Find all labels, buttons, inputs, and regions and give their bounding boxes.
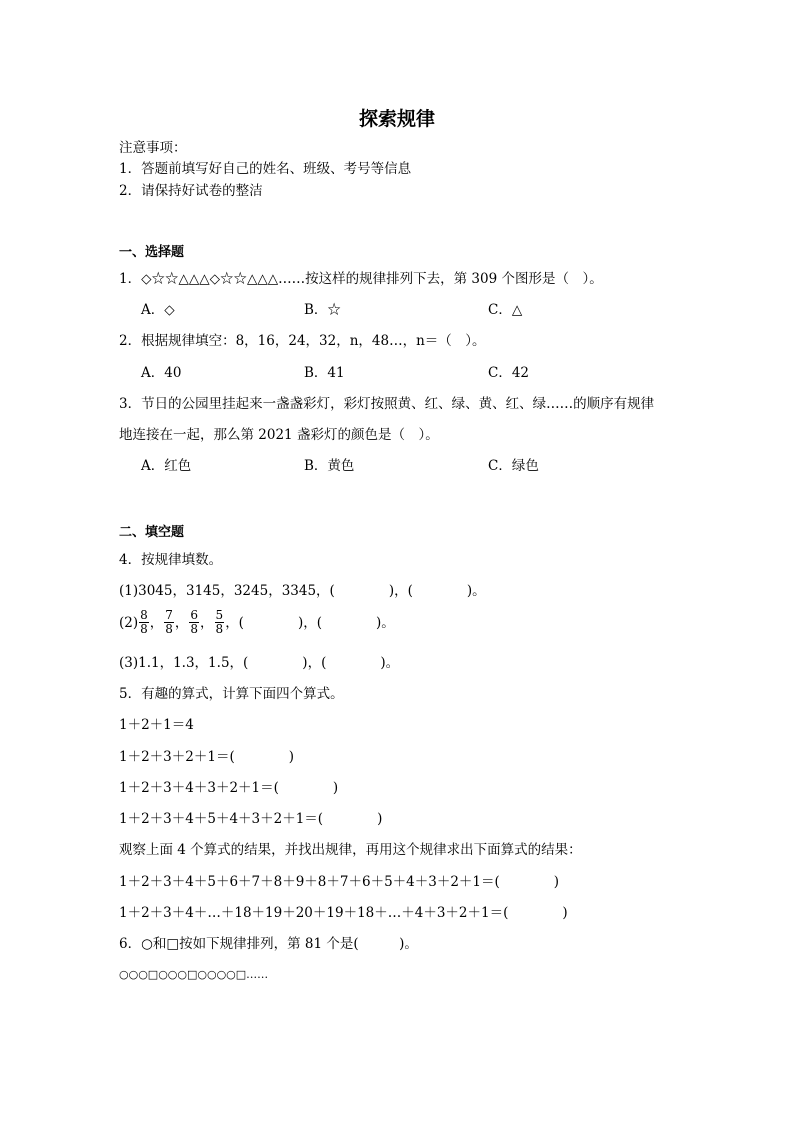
question-3-line-1: 3．节日的公园里挂起来一盏盏彩灯，彩灯按照黄、红、绿、黄、红、绿……的顺序有规律 bbox=[119, 396, 655, 412]
fraction-4-denominator: 8 bbox=[215, 622, 224, 636]
fraction-separator: ， bbox=[149, 614, 164, 631]
q3-option-c: C．绿色 bbox=[488, 458, 539, 474]
q5-equation-3: 1＋2＋3＋4＋3＋2＋1＝( ) bbox=[119, 780, 339, 796]
q4-part-3: (3)1.1，1.3，1.5，( )，( )。 bbox=[119, 655, 400, 671]
notice-item-2: 2．请保持好试卷的整洁 bbox=[119, 183, 263, 199]
section-1-heading: 一、选择题 bbox=[119, 245, 185, 260]
q1-option-a: A．◇ bbox=[141, 302, 175, 318]
fraction-1 bbox=[139, 609, 149, 636]
q4-part-2-suffix: ，( )，( )。 bbox=[225, 614, 395, 631]
q4-part-2 bbox=[119, 609, 395, 636]
q1-option-b: B．☆ bbox=[304, 302, 341, 318]
question-3-line-2: 地连接在一起，那么第 2021 盏彩灯的颜色是（ ）。 bbox=[119, 427, 439, 443]
fraction-1-numerator: 8 bbox=[140, 608, 148, 622]
fraction-separator: ， bbox=[174, 614, 189, 631]
question-2: 2．根据规律填空：8，16，24，32，n，48…，n＝（ ）。 bbox=[119, 333, 486, 349]
fraction-2-numerator: 7 bbox=[165, 608, 173, 622]
q3-option-a: A．红色 bbox=[141, 458, 192, 474]
q4-part-2-prefix: (2) bbox=[119, 614, 139, 631]
fraction-2-denominator: 8 bbox=[165, 622, 173, 636]
fraction-2 bbox=[164, 609, 174, 636]
q5-equation-4: 1＋2＋3＋4＋5＋4＋3＋2＋1＝( ) bbox=[119, 811, 383, 827]
q2-option-b: B．41 bbox=[304, 365, 345, 381]
q5-equation-5: 1＋2＋3＋4＋5＋6＋7＋8＋9＋8＋7＋6＋5＋4＋3＋2＋1＝( ) bbox=[119, 874, 560, 890]
fraction-1-denominator: 8 bbox=[140, 622, 148, 636]
q3-option-b: B．黄色 bbox=[304, 458, 355, 474]
notice-item-1: 1．答题前填写好自己的姓名、班级、考号等信息 bbox=[119, 161, 412, 177]
q2-option-a: A．40 bbox=[141, 365, 182, 381]
q5-observe-instruction: 观察上面 4 个算式的结果，并找出规律，再用这个规律求出下面算式的结果： bbox=[119, 842, 582, 858]
question-5: 5．有趣的算式，计算下面四个算式。 bbox=[119, 686, 344, 702]
q5-equation-2: 1＋2＋3＋2＋1＝( ) bbox=[119, 749, 294, 765]
fraction-4 bbox=[215, 609, 225, 636]
q5-equation-6: 1＋2＋3＋4＋…＋18＋19＋20＋19＋18＋…＋4＋3＋2＋1＝( ) bbox=[119, 905, 568, 921]
page-title: 探索规律 bbox=[358, 108, 435, 130]
q5-equation-1: 1＋2＋1＝4 bbox=[119, 717, 194, 733]
q6-shape-sequence: ○○○□○○○□○○○○□…… bbox=[119, 968, 269, 981]
fraction-3-denominator: 8 bbox=[190, 622, 199, 636]
question-1: 1．◇☆☆△△△◇☆☆△△△……按这样的规律排列下去，第 309 个图形是（ ）。 bbox=[119, 271, 603, 287]
fraction-3 bbox=[189, 609, 199, 636]
q2-option-c: C．42 bbox=[488, 365, 530, 381]
fraction-3-numerator: 6 bbox=[190, 608, 199, 622]
fraction-4-numerator: 5 bbox=[215, 608, 224, 622]
q4-part-1: (1)3045，3145，3245，3345，( )，( )。 bbox=[119, 583, 486, 599]
question-4: 4．按规律填数。 bbox=[119, 552, 223, 568]
notice-heading: 注意事项： bbox=[119, 140, 187, 156]
section-2-heading: 二、填空题 bbox=[119, 525, 185, 540]
q1-option-c: C．△ bbox=[488, 302, 523, 318]
question-6: 6．○和□按如下规律排列，第 81 个是( )。 bbox=[119, 936, 418, 952]
fraction-separator: ， bbox=[200, 614, 214, 631]
